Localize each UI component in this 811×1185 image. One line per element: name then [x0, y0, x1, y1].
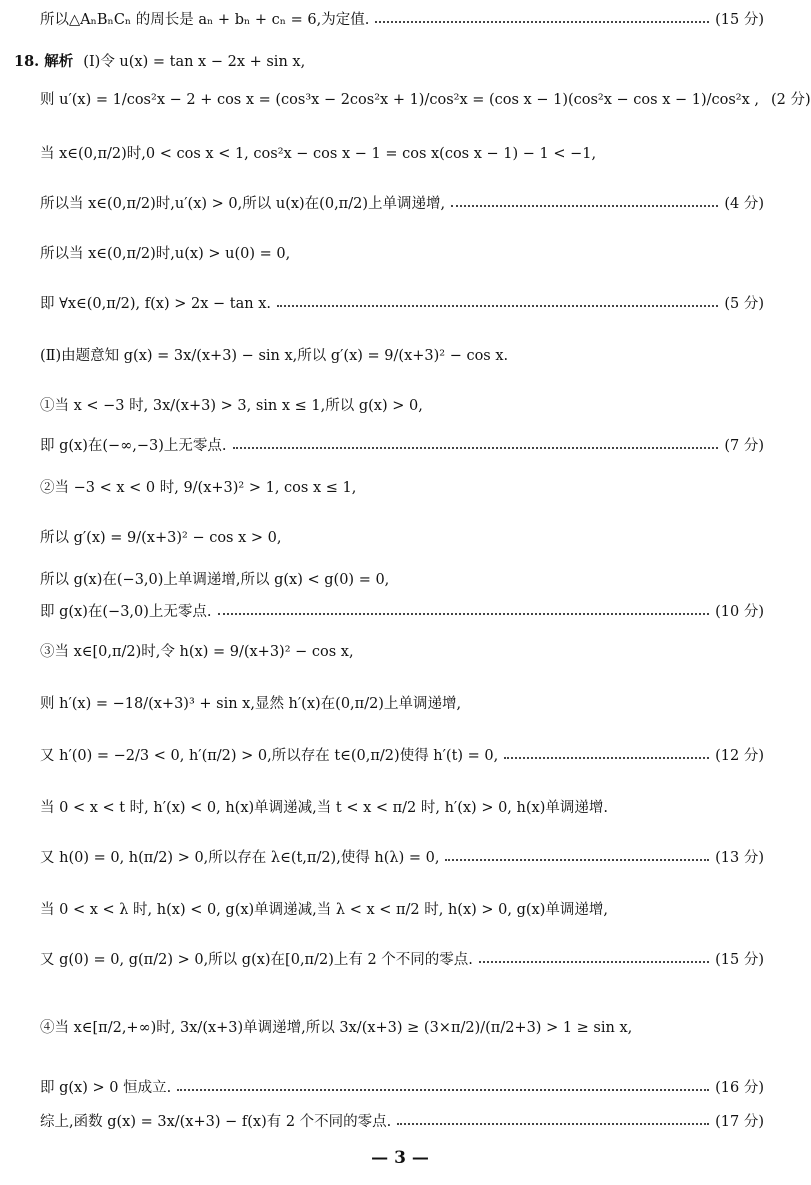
line-text: ①当 x < −3 时, 3x/(x+3) > 3, sin x ≤ 1,所以 g(x) > 0,: [40, 398, 423, 414]
line-text: 综上,函数 g(x) = 3x/(x+3) − f(x)有 2 个不同的零点.: [40, 1114, 392, 1130]
dot-leader: [277, 305, 718, 307]
score-label: (17 分): [715, 1114, 764, 1130]
line-perimeter-conclusion: [40, 8, 764, 29]
score-label: (15 分): [715, 952, 764, 968]
page-number: — 3 —: [371, 1148, 429, 1168]
score-label: (12 分): [715, 748, 764, 764]
score-label: (4 分): [724, 196, 764, 212]
line-case-2: [40, 476, 764, 497]
line-g-increasing: [40, 568, 764, 589]
line-case-2-conclusion: [40, 600, 764, 621]
line-case-4-conclusion: [40, 1076, 764, 1097]
line-text: 即 ∀x∈(0,π/2), f(x) > 2x − tan x.: [40, 296, 271, 312]
dot-leader: [218, 613, 710, 615]
line-text: (Ⅱ)由题意知 g(x) = 3x/(x+3) − sin x,所以 g′(x) = 9/(x+3)² − cos x.: [40, 348, 509, 364]
line-g-derivative-positive: [40, 526, 764, 547]
line-exists-lambda: [40, 846, 764, 867]
dot-leader: [445, 859, 709, 861]
line-u-positive: [40, 242, 764, 263]
line-text: 当 0 < x < t 时, h′(x) < 0, h(x)单调递减,当 t < x < π/2 时, h′(x) > 0, h(x)单调递增.: [40, 800, 608, 816]
score-label: (15 分): [715, 12, 764, 28]
line-text: 即 g(x) > 0 恒成立.: [40, 1080, 172, 1096]
line-u-increasing: [40, 192, 764, 213]
score-label: (2 分): [771, 92, 811, 108]
line-text: 又 g(0) = 0, g(π/2) > 0,所以 g(x)在[0,π/2)上有 2 个不同的零点.: [40, 952, 473, 968]
line-g-definition: [40, 344, 764, 365]
dot-leader: [233, 447, 719, 449]
line-text: 又 h′(0) = −2/3 < 0, h′(π/2) > 0,所以存在 t∈(0,π/2)使得 h′(t) = 0,: [40, 748, 499, 764]
line-text: 即 g(x)在(−∞,−3)上无零点.: [40, 438, 227, 454]
line-text: 即 g(x)在(−3,0)上无零点.: [40, 604, 212, 620]
line-text: 则 u′(x) = 1/cos²x − 2 + cos x = (cos³x − 2cos²x + 1)/cos²x = (cos x − 1)(cos²x − cos x − 1)/cos²x ,: [40, 92, 760, 108]
line-text: 所以当 x∈(0,π/2)时,u(x) > u(0) = 0,: [40, 246, 291, 262]
line-text: 所以 g(x)在(−3,0)上单调递增,所以 g(x) < g(0) = 0,: [40, 572, 390, 588]
score-label: (13 分): [715, 850, 764, 866]
line-final-conclusion: [40, 1110, 764, 1131]
line-case-4: [40, 1016, 764, 1037]
dot-leader: [479, 961, 709, 963]
line-problem-18-header: [14, 50, 764, 71]
line-text: 所以 g′(x) = 9/(x+3)² − cos x > 0,: [40, 530, 282, 546]
dot-leader: [177, 1089, 709, 1091]
score-label: (10 分): [715, 604, 764, 620]
line-text: 所以当 x∈(0,π/2)时,u′(x) > 0,所以 u(x)在(0,π/2)上单调递增,: [40, 196, 446, 212]
line-case-1-conclusion: [40, 434, 764, 455]
line-part1-conclusion: [40, 292, 764, 313]
line-case-3: [40, 640, 764, 661]
dot-leader: [397, 1123, 709, 1125]
line-u-derivative: [40, 88, 811, 109]
line-case-1: [40, 394, 764, 415]
line-text: ②当 −3 < x < 0 时, 9/(x+3)² > 1, cos x ≤ 1,: [40, 480, 357, 496]
score-label: (16 分): [715, 1080, 764, 1096]
dot-leader: [451, 205, 718, 207]
line-text: ④当 x∈[π/2,+∞)时, 3x/(x+3)单调递增,所以 3x/(x+3) ≥ (3×π/2)/(π/2+3) > 1 ≥ sin x,: [40, 1020, 633, 1036]
dot-leader: [504, 757, 709, 759]
line-text: 又 h(0) = 0, h(π/2) > 0,所以存在 λ∈(t,π/2),使得 h(λ) = 0,: [40, 850, 440, 866]
score-label: (5 分): [724, 296, 764, 312]
line-text: (Ⅰ)令 u(x) = tan x − 2x + sin x,: [83, 54, 306, 70]
line-h-derivative: [40, 692, 764, 713]
line-text: 则 h′(x) = −18/(x+3)³ + sin x,显然 h′(x)在(0,π/2)上单调递增,: [40, 696, 462, 712]
line-two-zeros: [40, 948, 764, 969]
line-cos-range: [40, 142, 764, 163]
line-exists-t: [40, 744, 764, 765]
line-text: 所以△AₙBₙCₙ 的周长是 aₙ + bₙ + cₙ = 6,为定值.: [40, 12, 370, 28]
line-text: 当 x∈(0,π/2)时,0 < cos x < 1, cos²x − cos x − 1 = cos x(cos x − 1) − 1 < −1,: [40, 146, 597, 162]
line-text: 当 0 < x < λ 时, h(x) < 0, g(x)单调递减,当 λ < x < π/2 时, h(x) > 0, g(x)单调递增,: [40, 902, 608, 918]
line-g-monotonicity: [40, 898, 764, 919]
line-text: ③当 x∈[0,π/2)时,令 h(x) = 9/(x+3)² − cos x,: [40, 644, 354, 660]
dot-leader: [375, 21, 709, 23]
score-label: (7 分): [724, 438, 764, 454]
line-h-monotonicity: [40, 796, 764, 817]
problem-label: 18. 解析: [14, 53, 74, 70]
